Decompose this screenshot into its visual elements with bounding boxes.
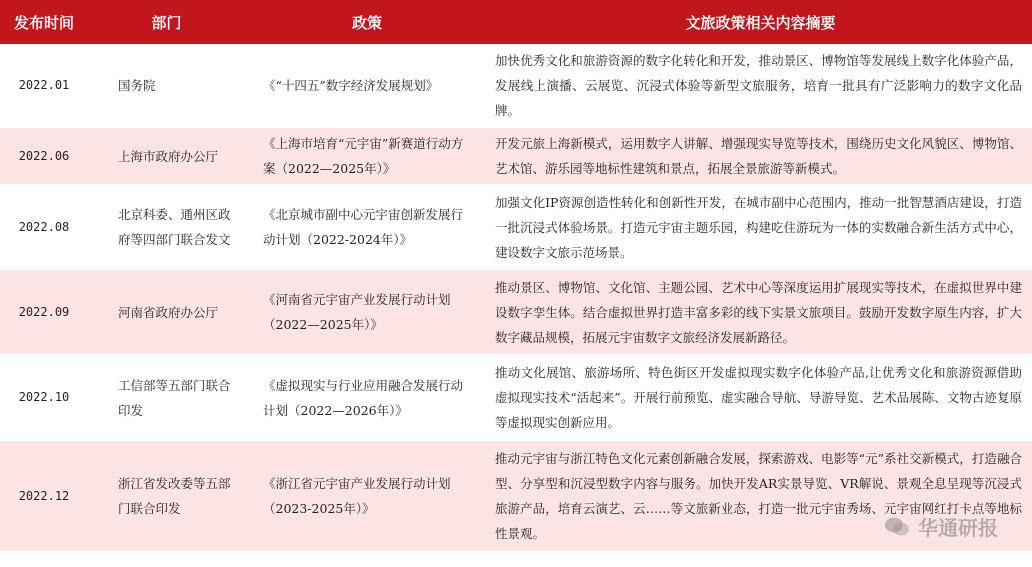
row-policy: 《北京城市副中心元宇宙创新发展行动计划（2022-2024年）》 [245, 185, 489, 270]
header-policy: 政策 [245, 0, 489, 44]
row-dept: 河南省政府办公厅 [88, 270, 245, 355]
row-dept: 工信部等五部门联合印发 [88, 355, 245, 441]
row-summary: 推动文化展馆、旅游场所、特色街区开发虚拟现实数字化体验产品,让优秀文化和旅游资源借助虚拟现实技术“活起来”。开展行前预览、虚实融合导航、导游导览、艺术品展陈、文物古迹复原等虚拟现实创新应用。 [489, 355, 1032, 441]
row-policy: 《虚拟现实与行业应用融合发展行动计划（2022—2026年）》 [245, 355, 489, 441]
row-dept: 国务院 [88, 44, 245, 128]
row-date: 2022.01 [0, 44, 88, 128]
table-row [0, 128, 1032, 185]
row-dept: 浙江省发改委等五部门联合印发 [88, 441, 245, 552]
row-summary: 开发元旅上海新模式，运用数字人讲解、增强现实导览等技术，围绕历史文化风貌区、博物馆、艺术馆、游乐园等地标性建筑和景点，拓展全景旅游等新模式。 [489, 128, 1032, 185]
table-row [0, 355, 1032, 441]
row-summary: 加强文化IP资源创造性转化和创新性开发，在城市副中心范围内，推动一批智慧酒店建设，打造一批沉浸式体验场景。打造元宇宙主题乐园，构建吃住游玩为一体的实数融合新生活方式中心，建设数字文旅示范场景。 [489, 185, 1032, 270]
watermark-text: 华通研报 [918, 516, 998, 540]
table-row [0, 185, 1032, 270]
table-header-row [0, 0, 1032, 44]
row-dept: 北京科委、通州区政府等四部门联合发文 [88, 185, 245, 270]
row-summary: 推动元宇宙与浙江特色文化元素创新融合发展，探索游戏、电影等“元”系社交新模式，打造融合型、分享型和沉浸型数字内容与服务。加快开发AR实景导览、VR解说、景观全息呈现等沉浸式旅游产品，培育云演艺、云……等文旅新业态，打造一批元宇宙秀场、元宇宙网红打卡点等地标性景观。 [489, 441, 1032, 552]
row-policy: 《上海市培育“元宇宙”新赛道行动方案（2022—2025年）》 [245, 128, 489, 185]
header-summary: 文旅政策相关内容摘要 [489, 0, 1032, 44]
wechat-icon [884, 516, 910, 538]
row-date: 2022.12 [0, 441, 88, 552]
row-date: 2022.09 [0, 270, 88, 355]
watermark [884, 512, 998, 541]
row-policy: 《浙江省元宇宙产业发展行动计划（2023-2025年）》 [245, 441, 489, 552]
row-date: 2022.06 [0, 128, 88, 185]
table-row [0, 44, 1032, 128]
header-dept: 部门 [88, 0, 245, 44]
table-row [0, 270, 1032, 355]
row-dept: 上海市政府办公厅 [88, 128, 245, 185]
row-date: 2022.08 [0, 185, 88, 270]
row-summary: 加快优秀文化和旅游资源的数字化转化和开发，推动景区、博物馆等发展线上数字化体验产品，发展线上演播、云展览、沉浸式体验等新型文旅服务，培育一批具有广泛影响力的数字文化品牌。 [489, 44, 1032, 128]
row-policy: 《“十四五”数字经济发展规划》 [245, 44, 489, 128]
row-policy: 《河南省元宇宙产业发展行动计划（2022—2025年）》 [245, 270, 489, 355]
header-date: 发布时间 [0, 0, 88, 44]
row-summary: 推动景区、博物馆、文化馆、主题公园、艺术中心等深度运用扩展现实等技术，在虚拟世界中建设数字孪生体。结合虚拟世界打造丰富多彩的线下实景文旅项目。鼓励开发数字原生内容，扩大数字藏品规模，拓展元宇宙数字文旅经济发展新路径。 [489, 270, 1032, 355]
table-row [0, 441, 1032, 552]
row-date: 2022.10 [0, 355, 88, 441]
